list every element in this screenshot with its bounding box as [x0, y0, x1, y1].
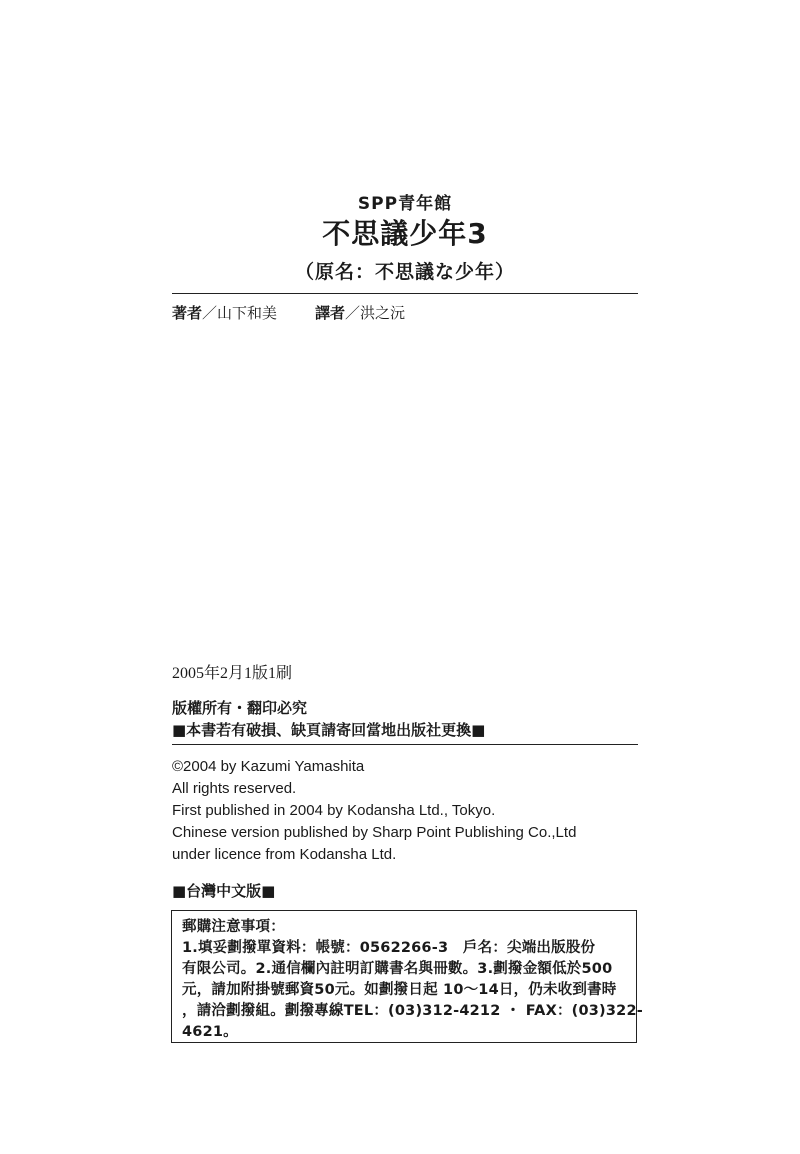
credits [172, 302, 638, 323]
mail-order-notice-box [171, 910, 643, 1043]
rights-notice [172, 697, 638, 741]
copyright-line-1: ©2004 by Kazumi Yamashita [172, 758, 365, 775]
notice-line-1: 郵購注意事項： [182, 919, 285, 935]
copyright-line-2: All rights reserved. [172, 780, 297, 797]
copyright-line-4: Chinese version published by Sharp Point Publishing Co.,Ltd [172, 824, 577, 841]
copyright-line-3: First published in 2004 by Kodansha Ltd., Tokyo. [172, 802, 496, 819]
translator-label: 譯者 [315, 304, 346, 322]
english-copyright [172, 756, 638, 866]
rights-line-2: ■本書若有破損、缺頁請寄回當地出版社更換■ [172, 721, 486, 739]
author-label: 著者 [172, 304, 203, 322]
notice-line-5: ，請洽劃撥組。劃撥專線TEL：(03)312-4212 ・ FAX：(03)322- [182, 1003, 643, 1019]
copyright-line-5: under licence from Kodansha Ltd. [172, 846, 397, 863]
notice-line-4: 元，請加附掛號郵資50元。如劃撥日起 10～14日，仍未收到書時 [182, 982, 617, 998]
divider-middle [172, 744, 638, 745]
notice-line-3: 有限公司。2.通信欄內註明訂購書名與冊數。3.劃撥金額低於500 [182, 961, 613, 977]
translator-name: ／洪之沅 [345, 304, 406, 322]
book-title: 不思議少年3 [322, 217, 488, 250]
divider-top [172, 293, 638, 294]
original-title: （原名：不思議な少年） [294, 261, 515, 283]
rights-line-1: 版權所有・翻印必究 [172, 699, 308, 717]
notice-line-6: 4621。 [182, 1024, 238, 1040]
taiwan-edition-label: ■台灣中文版■ [172, 882, 276, 900]
series-name: SPP青年館 [357, 194, 453, 214]
author-name: ／山下和美 [202, 304, 278, 322]
edition-info: 2005年2月1版1刷 [172, 665, 293, 682]
notice-line-2: 1.填妥劃撥單資料：帳號：0562266-3 戶名：尖端出版股份 [182, 940, 596, 956]
